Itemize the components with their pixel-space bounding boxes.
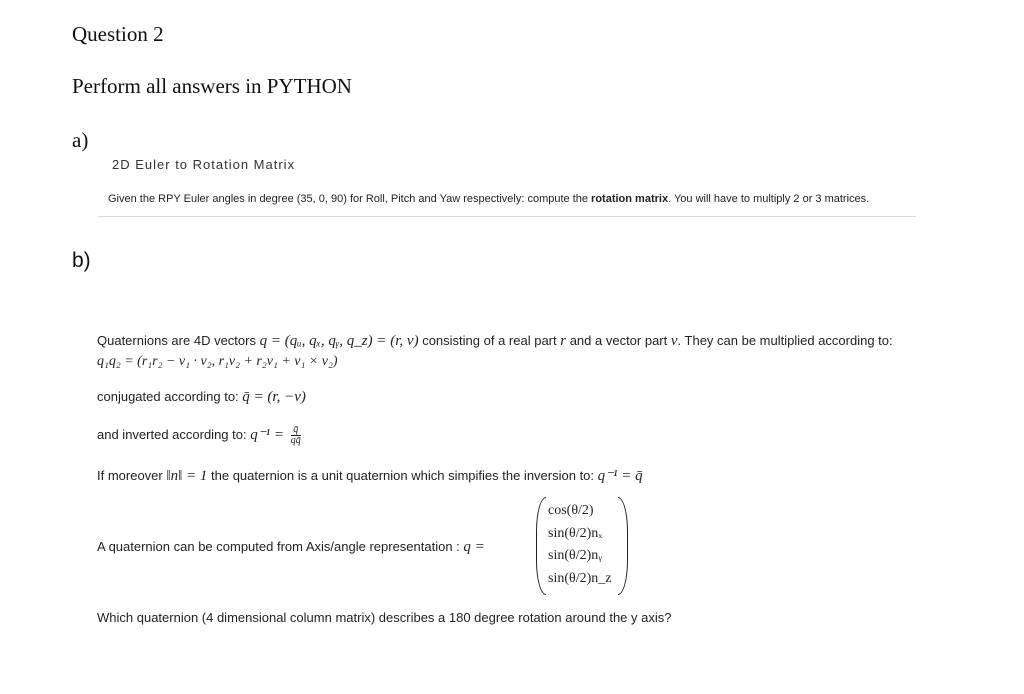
conjugation-line [97,389,306,406]
text: . They can be multiplied according to: [677,333,893,348]
text: Quaternions are 4D vectors [97,333,260,348]
unit-quaternion-line [97,466,643,485]
text: and inverted according to: [97,427,251,442]
inverse-formula: q⁻¹ = [250,427,288,443]
divider [98,216,916,217]
axis-angle-matrix [536,497,628,593]
text: consisting of a real part [418,333,561,348]
axis-angle-line [97,539,485,556]
quaternion-definition [97,333,893,350]
text: the quaternion is a unit quaternion which simpifies the inversion to: [207,468,598,483]
vector-part-symbol: v [670,333,678,349]
conjugation-formula: q̄ = (r, −v) [242,389,306,405]
question-title: Question 2 [72,22,164,46]
q-equals: q = [463,539,485,555]
left-paren [536,497,546,595]
text: conjugated according to: [97,389,243,404]
quaternion-formula: q = (qᵤ, qₓ, qᵧ, q_z) = (r, v) [259,333,419,349]
inverse-fraction [291,425,301,446]
fraction-numerator: q̄ [291,425,301,436]
fraction-denominator: qq̄ [290,435,301,447]
unit-inverse-formula: q⁻¹ = q̄ [597,468,643,484]
norm-formula: ‖n‖ = 1 [166,468,208,484]
matrix-cell: cos(θ/2) [548,503,594,518]
inversion-line [97,425,301,446]
cropped-heading: 2D Euler to Rotation Matrix [112,157,296,172]
instruction-text: Perform all answers in PYTHON [72,74,352,98]
matrix-cell: sin(θ/2)n_z [548,570,612,586]
part-a-text-end: . You will have to multiply 2 or 3 matrices. [668,193,870,205]
matrix-cells [548,500,618,590]
part-a-bold-term: rotation matrix [591,193,669,205]
part-a-label: a) [72,128,89,152]
multiplication-formula: q₁q₂ = (r₁r₂ − v₁ · v₂, r₁v₂ + r₂v₁ + v₁ × v₂) [97,354,338,369]
matrix-cell: sin(θ/2)nₓ [548,525,603,541]
part-a-text [108,193,869,205]
text: If moreover [97,468,167,483]
text: and a vector part [566,333,671,348]
question-text: Which quaternion (4 dimensional column matrix) describes a 180 degree rotation around the y axis? [97,610,672,625]
part-b-label: b) [72,249,91,272]
matrix-cell: sin(θ/2)nᵧ [548,548,602,563]
text: A quaternion can be computed from Axis/angle representation : [97,539,464,554]
right-paren [618,497,628,595]
real-part-symbol: r [560,333,567,349]
part-a-text-start: Given the RPY Euler angles in degree (35, 0, 90) for Roll, Pitch and Yaw respectively: compute the [108,193,592,205]
